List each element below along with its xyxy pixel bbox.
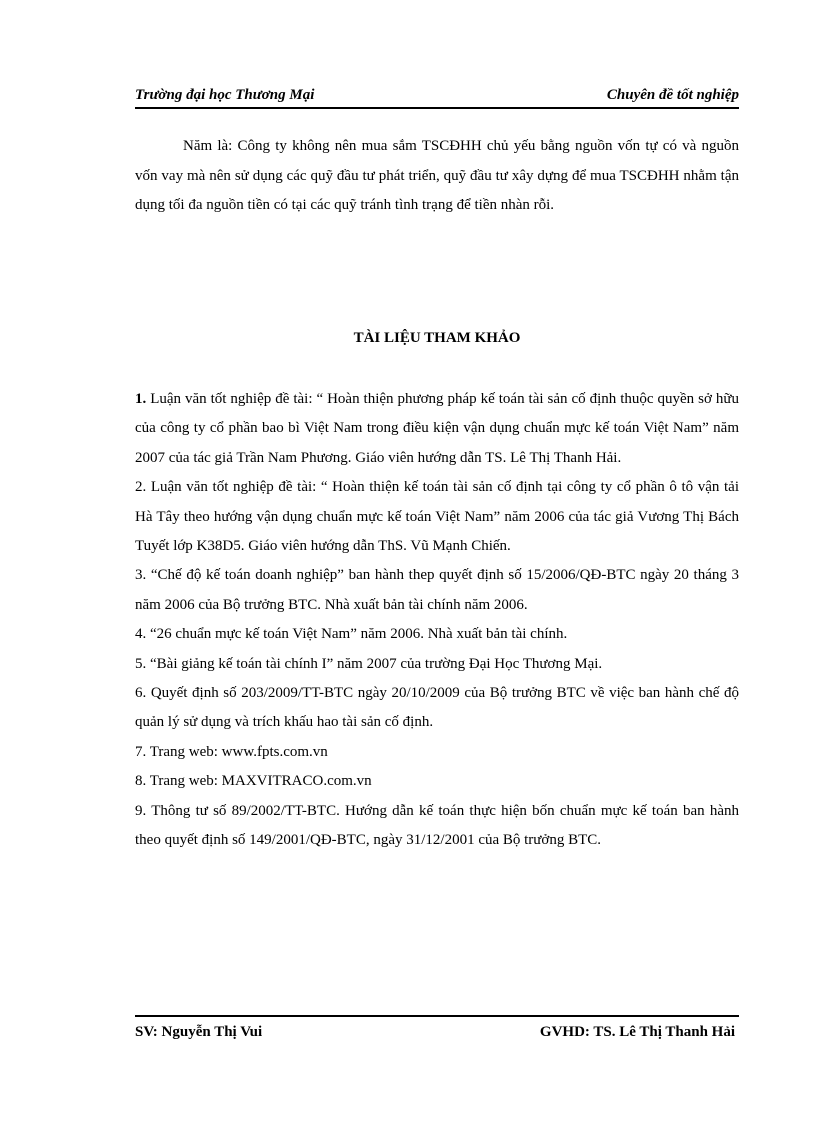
reference-item [135,767,739,796]
reference-text: Thông tư số 89/2002/TT-BTC. Hướng dẫn kế toán thực hiện bốn chuẩn mực kế toán ban hành theo quyết định số 149/2001/QĐ-BTC, ngày 31/12/2001 của Bộ trưởng BTC. [135,802,739,849]
header-university: Trường đại học Thương Mại [135,87,315,103]
page-header [135,86,739,104]
reference-item [135,473,739,561]
reference-text: Trang web: www.fpts.com.vn [146,743,328,760]
reference-number: 5. [135,655,147,672]
footer-student: SV: Nguyễn Thị Vui [135,1024,263,1040]
reference-number: 1. [135,391,147,407]
references-list [135,385,739,856]
reference-item [135,561,739,620]
page-footer [135,1023,735,1041]
reference-item [135,385,739,473]
reference-item [135,650,739,679]
reference-number: 6. [135,685,147,702]
reference-item [135,679,739,738]
reference-number: 7. [135,743,147,760]
footer-advisor: GVHD: TS. Lê Thị Thanh Hải [539,1024,735,1040]
reference-number: 9. [135,802,147,819]
header-thesis-type: Chuyên đề tốt nghiệp [606,87,739,103]
reference-item [135,738,739,767]
reference-text: Luận văn tốt nghiệp đề tài: “ Hoàn thiện phương pháp kế toán tài sản cố định thuộc quyền sở hữu của công ty cổ phần bao bì Việt Nam trong điều kiện vận dụng chuẩn mực kế toán Việt Nam” năm 2007 của tác giả Trần Nam Phương. Giáo viên hướng dẫn TS. Lê Thị Thanh Hải. [135,391,739,466]
reference-item [135,797,739,856]
intro-paragraph: Năm là: Công ty không nên mua sắm TSCĐHH chủ yếu bằng nguồn vốn tự có và nguồn vốn vay mà nên sử dụng các quỹ đầu tư phát triển, quỹ đầu tư xây dựng để mua TSCĐHH nhằm tận dụng tối đa nguồn tiền có tại các quỹ tránh tình trạng để tiền nhàn rỗi. [135,138,739,214]
reference-text: Trang web: MAXVITRACO.com.vn [146,773,372,790]
header-divider [135,107,739,109]
reference-text: Luận văn tốt nghiệp đề tài: “ Hoàn thiện kế toán tài sản cố định tại công ty cổ phần ô tô vận tải Hà Tây theo hướng vận dụng chuẩn mực kế toán Việt Nam” năm 2006 của tác giả Vương Thị Bách Tuyết lớp K38D5. Giáo viên hướng dẫn ThS. Vũ Mạnh Chiến. [135,479,739,555]
references-heading: TÀI LIỆU THAM KHẢO [353,330,521,346]
intro-section [135,132,739,221]
reference-number: 4. [135,626,147,643]
reference-text: “Bài giảng kế toán tài chính I” năm 2007 của trường Đại Học Thương Mại. [146,655,603,672]
reference-text: “Chế độ kế toán doanh nghiệp” ban hành thep quyết định số 15/2006/QĐ-BTC ngày 20 tháng 3 năm 2006 của Bộ trưởng BTC. Nhà xuất bản tài chính năm 2006. [135,567,739,613]
reference-number: 3. [135,567,147,584]
reference-number: 2. [135,479,147,496]
reference-text: Quyết định số 203/2009/TT-BTC ngày 20/10/2009 của Bộ trưởng BTC về việc ban hành chế độ quản lý sử dụng và trích khấu hao tài sản cố định. [135,685,739,731]
reference-number: 8. [135,773,147,790]
reference-item [135,620,739,649]
footer-divider [135,1015,739,1017]
reference-text: “26 chuẩn mực kế toán Việt Nam” năm 2006. Nhà xuất bản tài chính. [146,626,568,643]
